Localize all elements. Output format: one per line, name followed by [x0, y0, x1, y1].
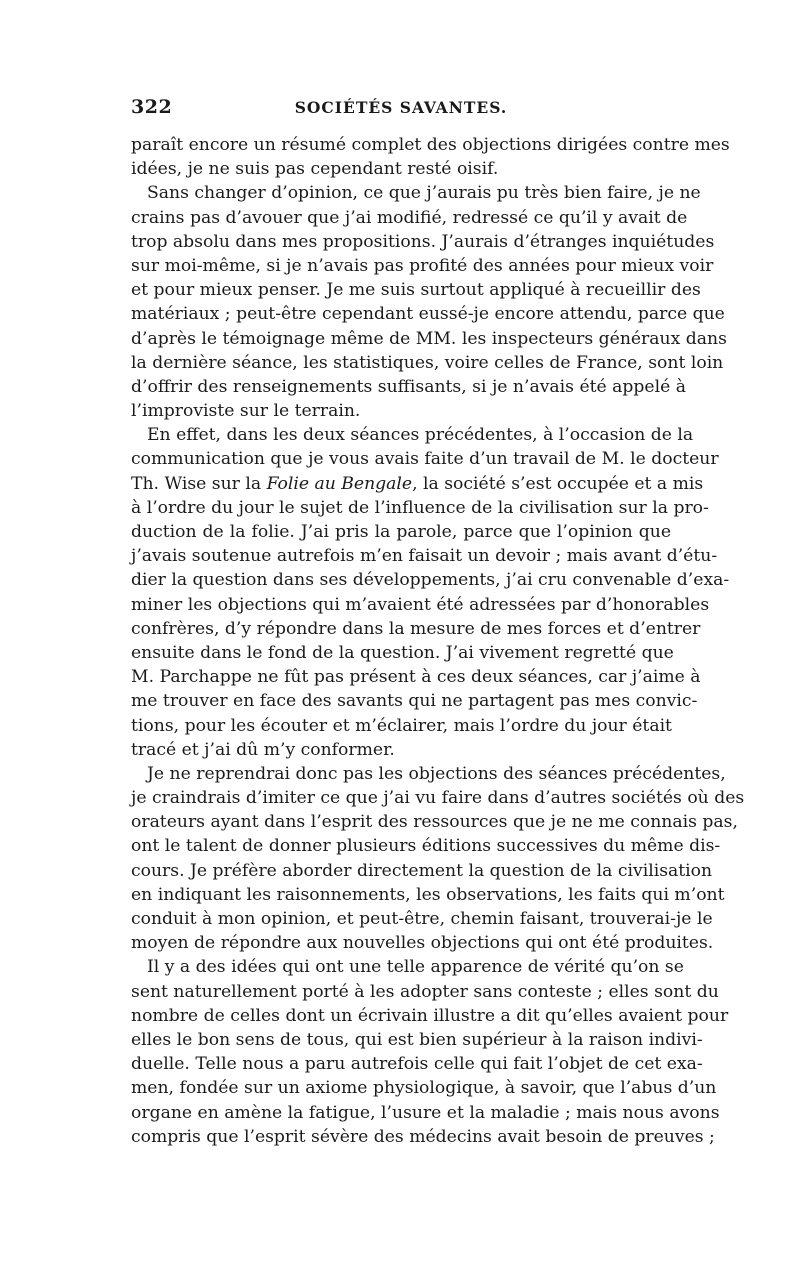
text-line: confrères, d’y répondre dans la mesure de mes forces et d’entrer [131, 618, 701, 639]
text-line: Je ne reprendrai donc pas les objections des séances précédentes, [147, 763, 726, 784]
text-line: en indiquant les raisonnements, les observations, les faits qui m’ont [131, 884, 725, 905]
text-line: sent naturellement porté à les adopter sans conteste ; elles sont du [131, 981, 719, 1002]
text-line: duction de la folie. J’ai pris la parole, parce que l’opinion que [131, 522, 671, 542]
text-line: ensuite dans le fond de la question. J’ai vivement regretté que [131, 642, 674, 663]
text-line: orateurs ayant dans l’esprit des ressources que je ne me connais pas, [131, 812, 738, 833]
text-line: moyen de répondre aux nouvelles objections qui ont été produites. [131, 933, 714, 954]
text-line: men, fondée sur un axiome physiologique, à savoir, que l’abus d’un [131, 1078, 717, 1099]
text-line: tracé et j’ai dû m’y conformer. [131, 739, 395, 760]
text-line: conduit à mon opinion, et peut-être, chemin faisant, trouverai-je le [131, 909, 713, 929]
text-line: communication que je vous avais faite d’un travail de M. le docteur [131, 449, 719, 470]
text-line: la dernière séance, les statistiques, voire celles de France, sont loin [131, 352, 724, 373]
text-line: d’après le témoignage même de MM. les inspecteurs généraux dans [131, 328, 727, 349]
text-line: me trouver en face des savants qui ne partagent pas mes convic- [131, 691, 698, 712]
text-line: j’avais soutenue autrefois m’en faisait un devoir ; mais avant d’étu- [131, 546, 718, 567]
text-line: compris que l’esprit sévère des médecins avait besoin de preuves ; [131, 1126, 715, 1147]
text-line: l’improviste sur le terrain. [131, 401, 361, 422]
text-line: miner les objections qui m’avaient été adressées par d’honorables [131, 594, 710, 615]
text-line: et pour mieux penser. Je me suis surtout appliqué à recueillir des [131, 280, 701, 301]
text-line: cours. Je préfère aborder directement la question de la civilisation [131, 860, 713, 881]
text-line: ont le talent de donner plusieurs éditions successives du même dis- [131, 836, 721, 857]
text-line: idées, je ne suis pas cependant resté oisif. [131, 159, 499, 180]
text-line: trop absolu dans mes propositions. J’aurais d’étranges inquiétudes [131, 231, 715, 252]
text-line: M. Parchappe ne fût pas présent à ces deux séances, car j’aime à [131, 667, 701, 688]
text-line: Th. Wise sur la Folie au Bengale, la société s’est occupée et a mis [131, 473, 704, 494]
text-line: elles le bon sens de tous, qui est bien supérieur à la raison indivi- [131, 1029, 703, 1050]
text-line: duelle. Telle nous a paru autrefois celle qui fait l’objet de cet exa- [131, 1054, 703, 1075]
page-header [131, 96, 671, 120]
body-text [131, 133, 745, 1149]
text-line: Il y a des idées qui ont une telle apparence de vérité qu’on se [147, 957, 684, 978]
text-line: d’offrir des renseignements suffisants, si je n’avais été appelé à [131, 376, 686, 397]
page-number: 322 [131, 96, 173, 118]
text-line: En effet, dans les deux séances précédentes, à l’occasion de la [147, 425, 694, 446]
text-line: Sans changer d’opinion, ce que j’aurais pu très bien faire, je ne [147, 183, 701, 204]
text-line: paraît encore un résumé complet des objections dirigées contre mes [131, 135, 730, 155]
text-line: matériaux ; peut-être cependant eussé-je encore attendu, parce que [131, 304, 725, 325]
text-line: organe en amène la fatigue, l’usure et la maladie ; mais nous avons [131, 1102, 720, 1123]
text-line: dier la question dans ses développements, j’ai cru convenable d’exa- [131, 570, 730, 591]
running-title: SOCIÉTÉS SAVANTES. [294, 98, 508, 117]
text-line: nombre de celles dont un écrivain illustre a dit qu’elles avaient pour [131, 1005, 729, 1026]
text-line: tions, pour les écouter et m’éclairer, mais l’ordre du jour était [131, 715, 672, 736]
text-line: crains pas d’avouer que j’ai modifié, redressé ce qu’il y avait de [131, 207, 688, 228]
text-line: je craindrais d’imiter ce que j’ai vu faire dans d’autres sociétés où des [131, 788, 745, 809]
text-line: sur moi-même, si je n’avais pas profité des années pour mieux voir [131, 255, 714, 276]
text-line: à l’ordre du jour le sujet de l’influence de la civilisation sur la pro- [131, 497, 709, 518]
